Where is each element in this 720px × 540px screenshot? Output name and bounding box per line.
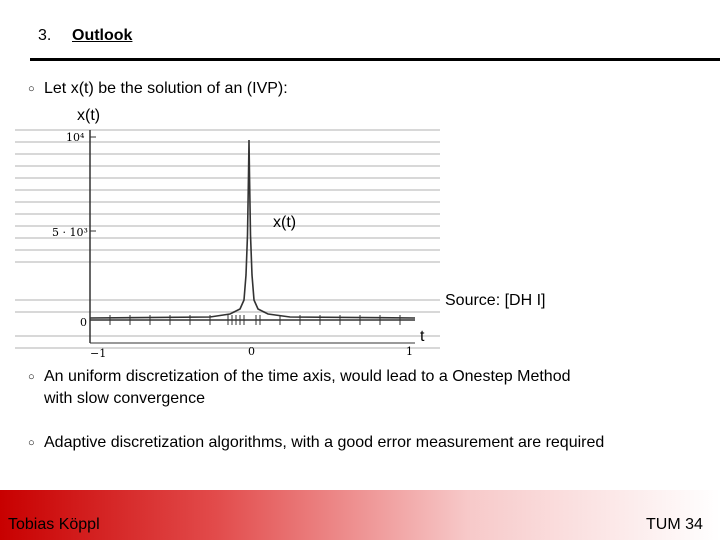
bullet-text-line1: An uniform discretization of the time axis, would lead to a Onestep Method [44,368,571,385]
x-tick-label: 0 [248,345,255,358]
bullet-icon: ○ [28,371,35,383]
y-tick-label: 10⁴ [66,131,85,144]
figure-source: Source: [DH I] [445,292,546,309]
bullet-ivp [28,78,628,100]
curve-label-xt: x(t) [273,214,297,231]
bullet-icon: ○ [28,83,35,95]
figure-label-xt: x(t) [77,107,101,124]
bullet-text-line2: with slow convergence [44,390,205,407]
title-rule [30,58,720,61]
section-number: 3. [38,27,52,44]
bullet-icon: ○ [28,437,35,449]
y-tick-label: 0 [80,316,87,329]
section-title: Outlook [72,27,133,44]
y-tick-label: 5 · 10³ [52,226,88,239]
bullet-adaptive-discretization [28,432,698,454]
bullet-uniform-discretization [28,366,688,410]
x-tick-label: 1 [406,345,413,358]
footer-bar [0,490,720,540]
solution-plot [52,115,440,363]
footer-page-number: TUM 34 [646,516,703,533]
bullet-text: Let x(t) be the solution of an (IVP): [44,80,288,97]
bullet-text: Adaptive discretization algorithms, with a good error measurement are required [44,434,605,451]
x-tick-label: −1 [90,347,107,360]
footer-author: Tobias Köppl [8,516,100,533]
t-axis-label: t [420,328,425,345]
